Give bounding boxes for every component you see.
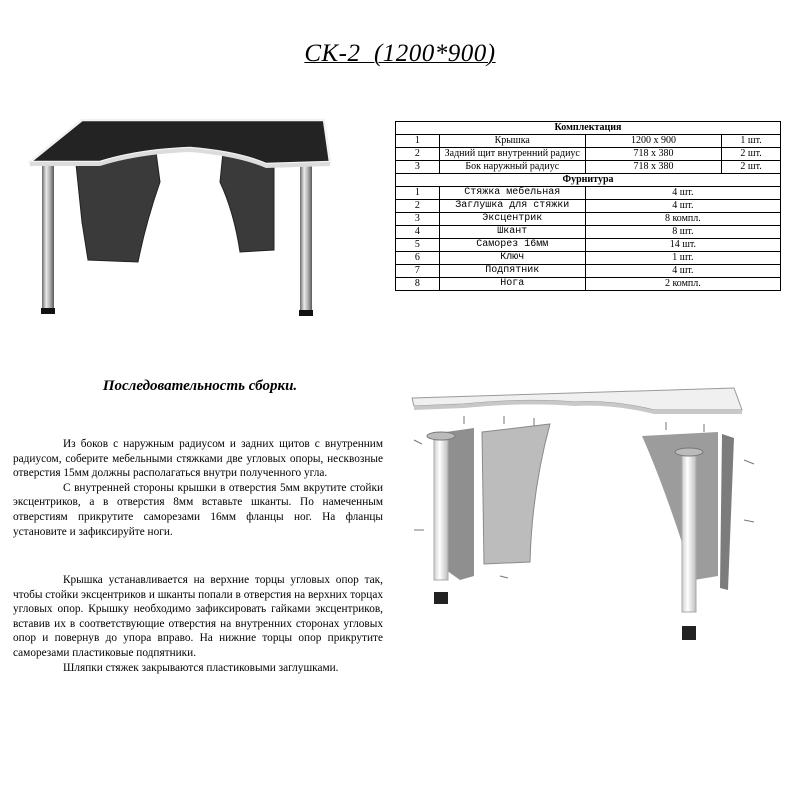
assembly-text-part2 — [13, 573, 383, 675]
document-title — [0, 40, 800, 68]
table-row: 2 Задний щит внутренний радиус 718 x 380 2 шт. — [396, 148, 781, 161]
paragraph: Шляпки стяжек закрываются пластиковыми заглушками. — [63, 661, 339, 674]
table-row: 1 Крышка 1200 x 900 1 шт. — [396, 135, 781, 148]
table-row: 6 Ключ 1 шт. — [396, 252, 781, 265]
table-row: 3 Эксцентрик 8 компл. — [396, 213, 781, 226]
paragraph: Крышка устанавливается на верхние торцы угловых опор так, чтобы стойки эксцентриков и шканты попали в отверстия на верхних торцах угловых опор. Крышку необходимо зафиксировать гайками эксцентриков, вставив их в соответствующие отверстия на внутренних сторонах угловых опор и повернув до упора вправо. На нижние торцы опор прикрутите саморезами пластиковые подпятники. — [13, 574, 383, 659]
assembly-title: Последовательность сборки. — [102, 378, 298, 394]
kit-header: Комплектация — [396, 122, 781, 135]
table-row: 8 Нога 2 компл. — [396, 278, 781, 291]
table-row: 5 Саморез 16мм 14 шт. — [396, 239, 781, 252]
kit-table — [395, 121, 781, 291]
table-row: 7 Подпятник 4 шт. — [396, 265, 781, 278]
table-row: 1 Стяжка мебельная 4 шт. — [396, 187, 781, 200]
table-row: 4 Шкант 8 шт. — [396, 226, 781, 239]
paragraph: С внутренней стороны крышки в отверстия 5мм вкрутите стойки эксцентриков, а в отверстия 8мм вставьте шканты. По намеченным отверстиям прикрутите саморезами 16мм фланцы ног. На фланцы установите и зафиксируйте ноги. — [13, 481, 383, 538]
exploded-view-illustration — [404, 380, 786, 648]
paragraph: Из боков с наружным радиусом и задних щитов с внутренним радиусом, соберите мебельными стяжками две угловых опоры, несквозные отверстия 15мм должны располагаться внутри полученного угла. — [13, 438, 383, 480]
assembly-text-part1 — [13, 437, 383, 539]
desk-photo — [28, 112, 340, 324]
table-row: 2 Заглушка для стяжки 4 шт. — [396, 200, 781, 213]
hardware-header: Фурнитура — [396, 174, 781, 187]
table-row: 3 Бок наружный радиус 718 x 380 2 шт. — [396, 161, 781, 174]
model-size: (1200*900) — [373, 40, 496, 67]
model-name: СК-2 — [304, 40, 361, 67]
